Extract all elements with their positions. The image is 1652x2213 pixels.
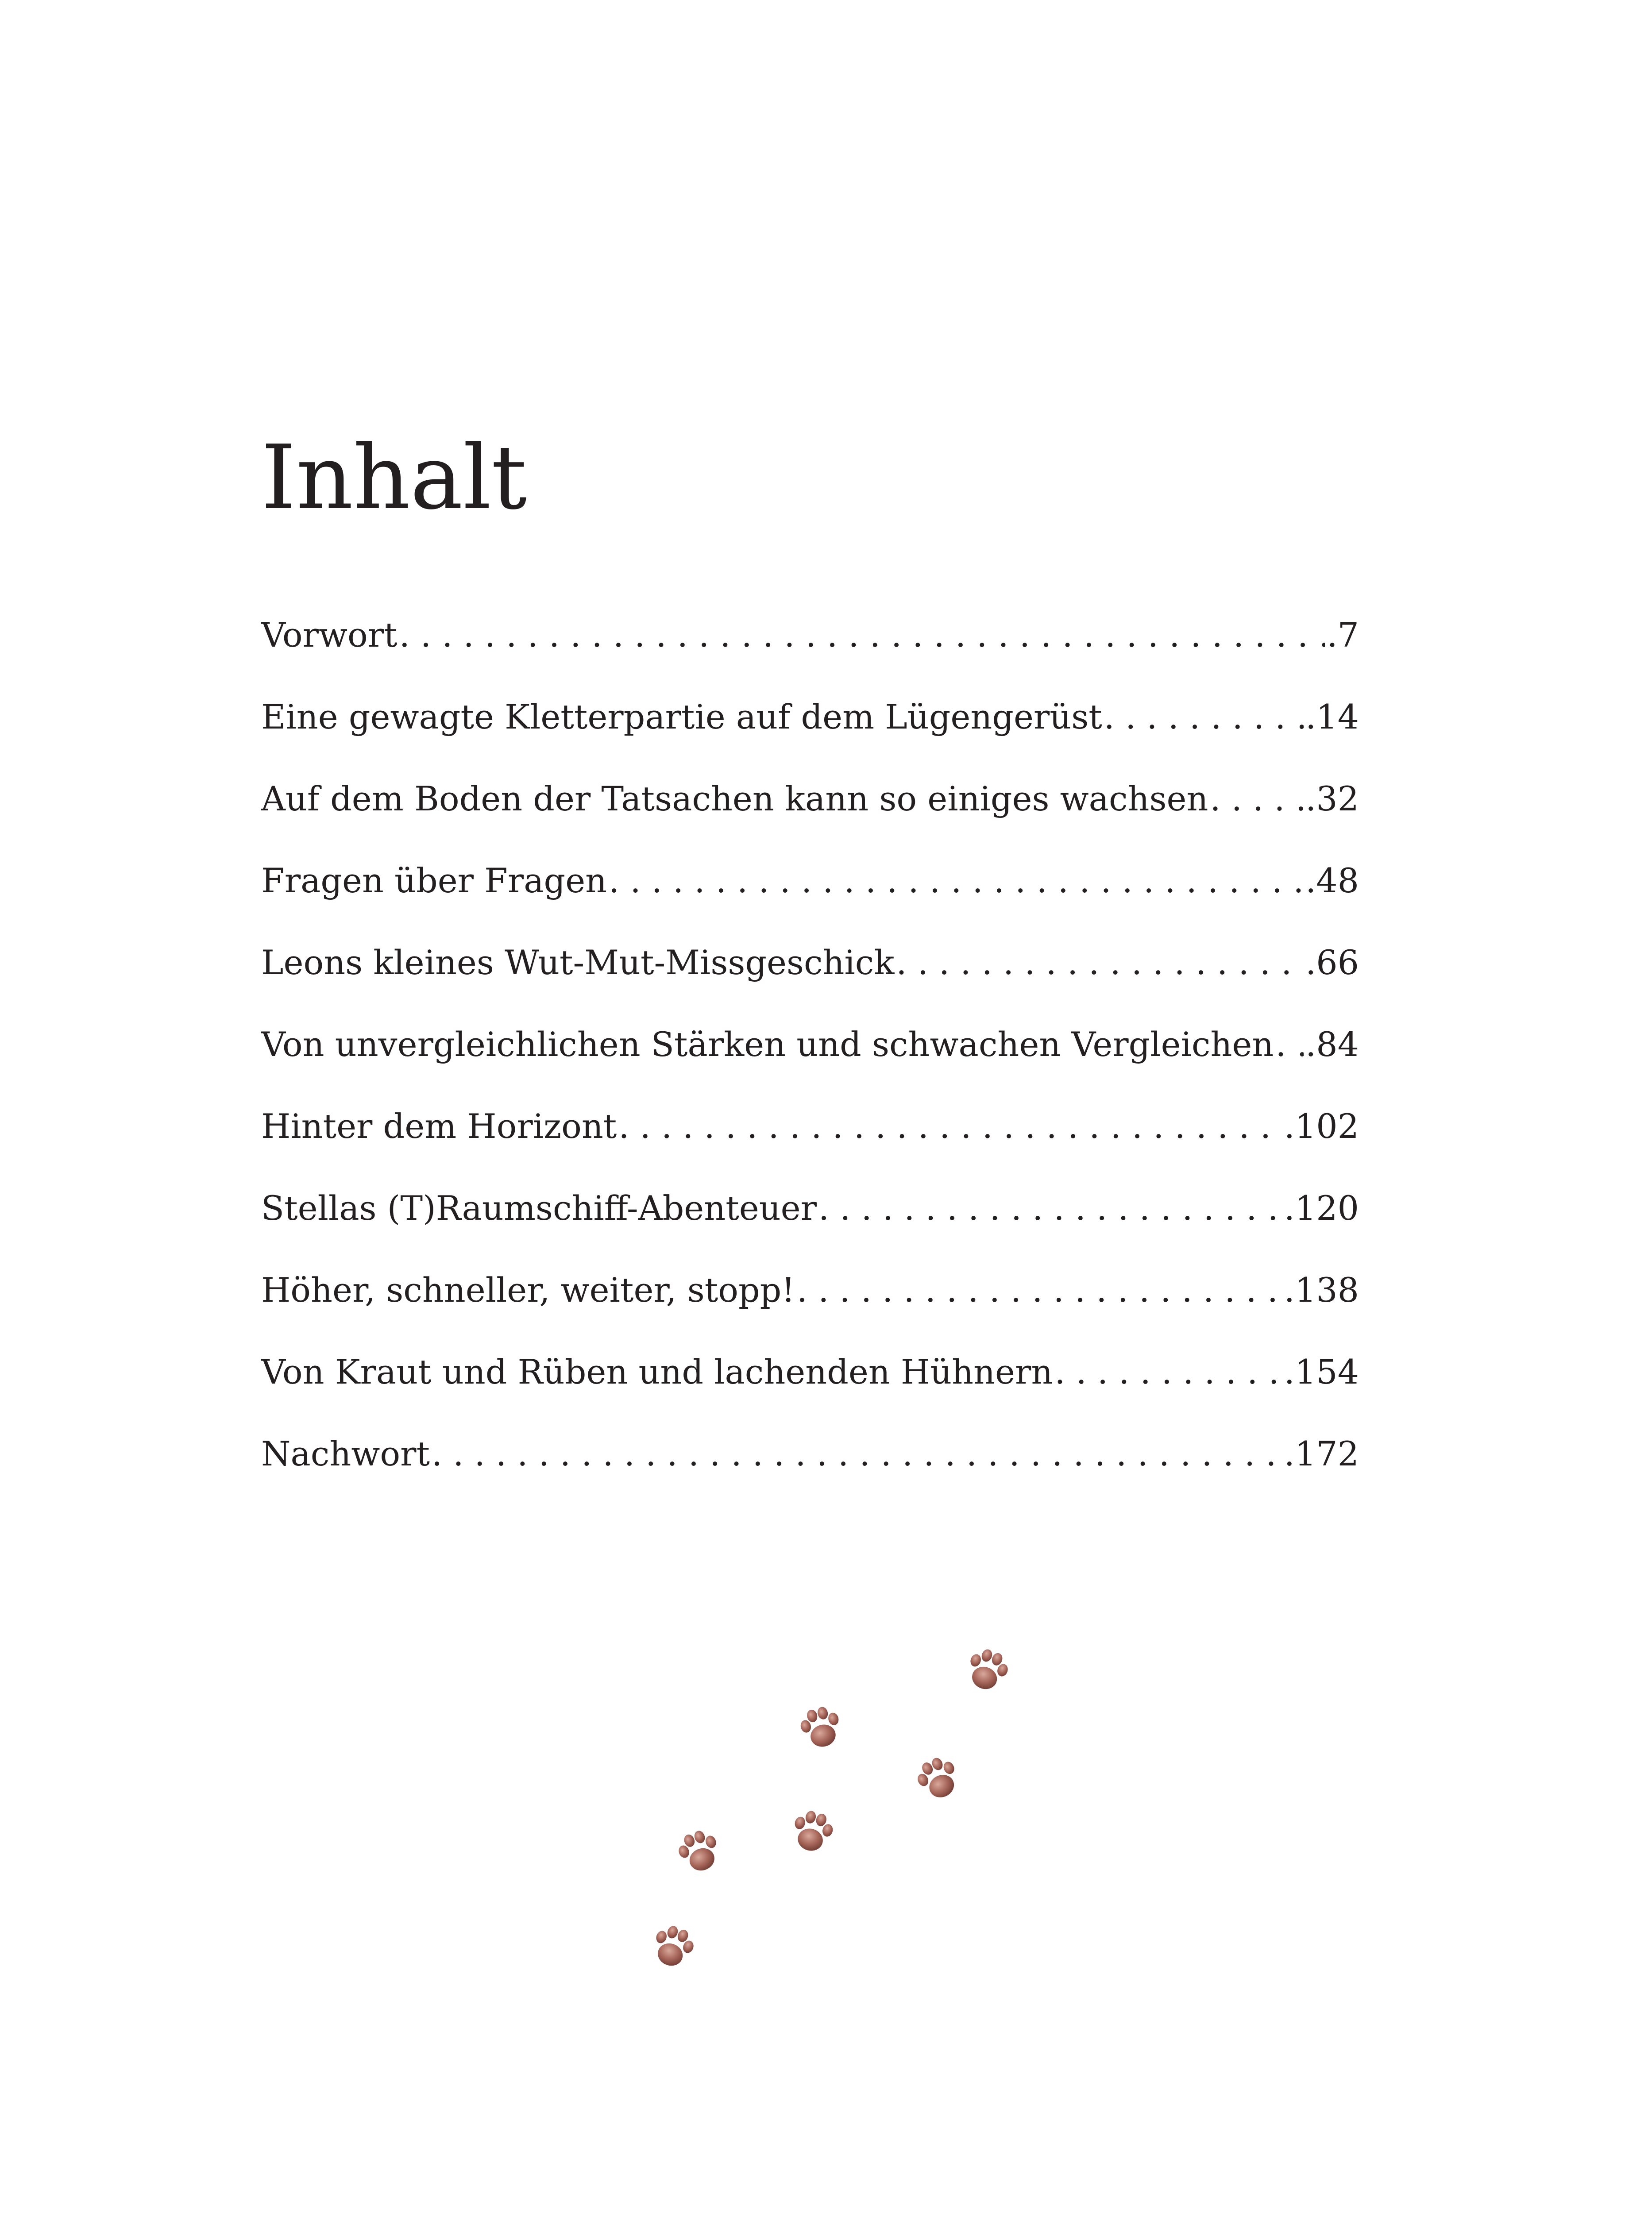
toc-leader-dots [896,943,1304,982]
toc-leader-dots [432,1434,1282,1473]
toc-entry [261,615,1359,697]
toc-entry-page: .66 [1305,943,1359,982]
toc-entry-page: .7 [1327,615,1359,655]
toc-entry [261,697,1359,779]
toc-entry-page: .14 [1305,697,1359,736]
toc-leader-dots [797,1270,1282,1310]
paw-print-icon [789,1808,836,1855]
toc-entry-title: Eine gewagte Kletterpartie auf dem Lügengerüst [261,697,1102,736]
toc-entry-title: Auf dem Boden der Tatsachen kann so einiges wachsen [261,779,1208,818]
toc-entry-title: Vorwort [261,615,398,655]
toc-entry-page: .172 [1284,1434,1359,1473]
toc-entry-page: .102 [1284,1106,1359,1146]
toc-leader-dots [399,615,1325,655]
paw-print-icon [912,1752,964,1804]
toc-entry-title: Von Kraut und Rüben und lachenden Hühnern [261,1352,1053,1392]
toc-entry-page: .84 [1305,1025,1359,1064]
toc-entry [261,1270,1359,1352]
toc-entry-page: .32 [1305,779,1359,818]
toc-leader-dots [818,1188,1282,1228]
toc-entry-title: Fragen über Fragen [261,861,607,900]
toc-entry-title: Höher, schneller, weiter, stopp! [261,1270,795,1310]
toc-entry [261,1106,1359,1188]
paw-print-icon [797,1704,845,1751]
table-of-contents [261,615,1359,1516]
toc-entry [261,1025,1359,1106]
toc-entry [261,861,1359,943]
toc-entry-title: Von unvergleichlichen Stärken und schwachen Vergleichen [261,1025,1274,1064]
toc-leader-dots [618,1106,1282,1146]
toc-leader-dots [1210,779,1304,818]
toc-entry [261,943,1359,1025]
toc-entry [261,1188,1359,1270]
toc-entry-page: .48 [1305,861,1359,900]
paw-print-icon [674,1826,724,1876]
toc-entry-title: Leons kleines Wut-Mut-Missgeschick [261,943,895,982]
toc-entry-title: Hinter dem Horizont [261,1106,617,1146]
toc-leader-dots [1275,1025,1304,1064]
toc-entry [261,779,1359,861]
toc-entry-page: .138 [1284,1270,1359,1310]
toc-entry-title: Stellas (T)Raumschiff-Abenteuer [261,1188,817,1228]
toc-entry-title: Nachwort [261,1434,430,1473]
toc-leader-dots [1104,697,1304,736]
toc-entry-page: .154 [1284,1352,1359,1392]
paw-print-icon [963,1645,1012,1695]
page-title: Inhalt [261,426,527,529]
toc-leader-dots [1054,1352,1282,1392]
toc-entry [261,1352,1359,1434]
toc-entry-page: .120 [1284,1188,1359,1228]
paw-print-icon [648,1921,698,1971]
toc-leader-dots [609,861,1304,900]
toc-entry [261,1434,1359,1516]
